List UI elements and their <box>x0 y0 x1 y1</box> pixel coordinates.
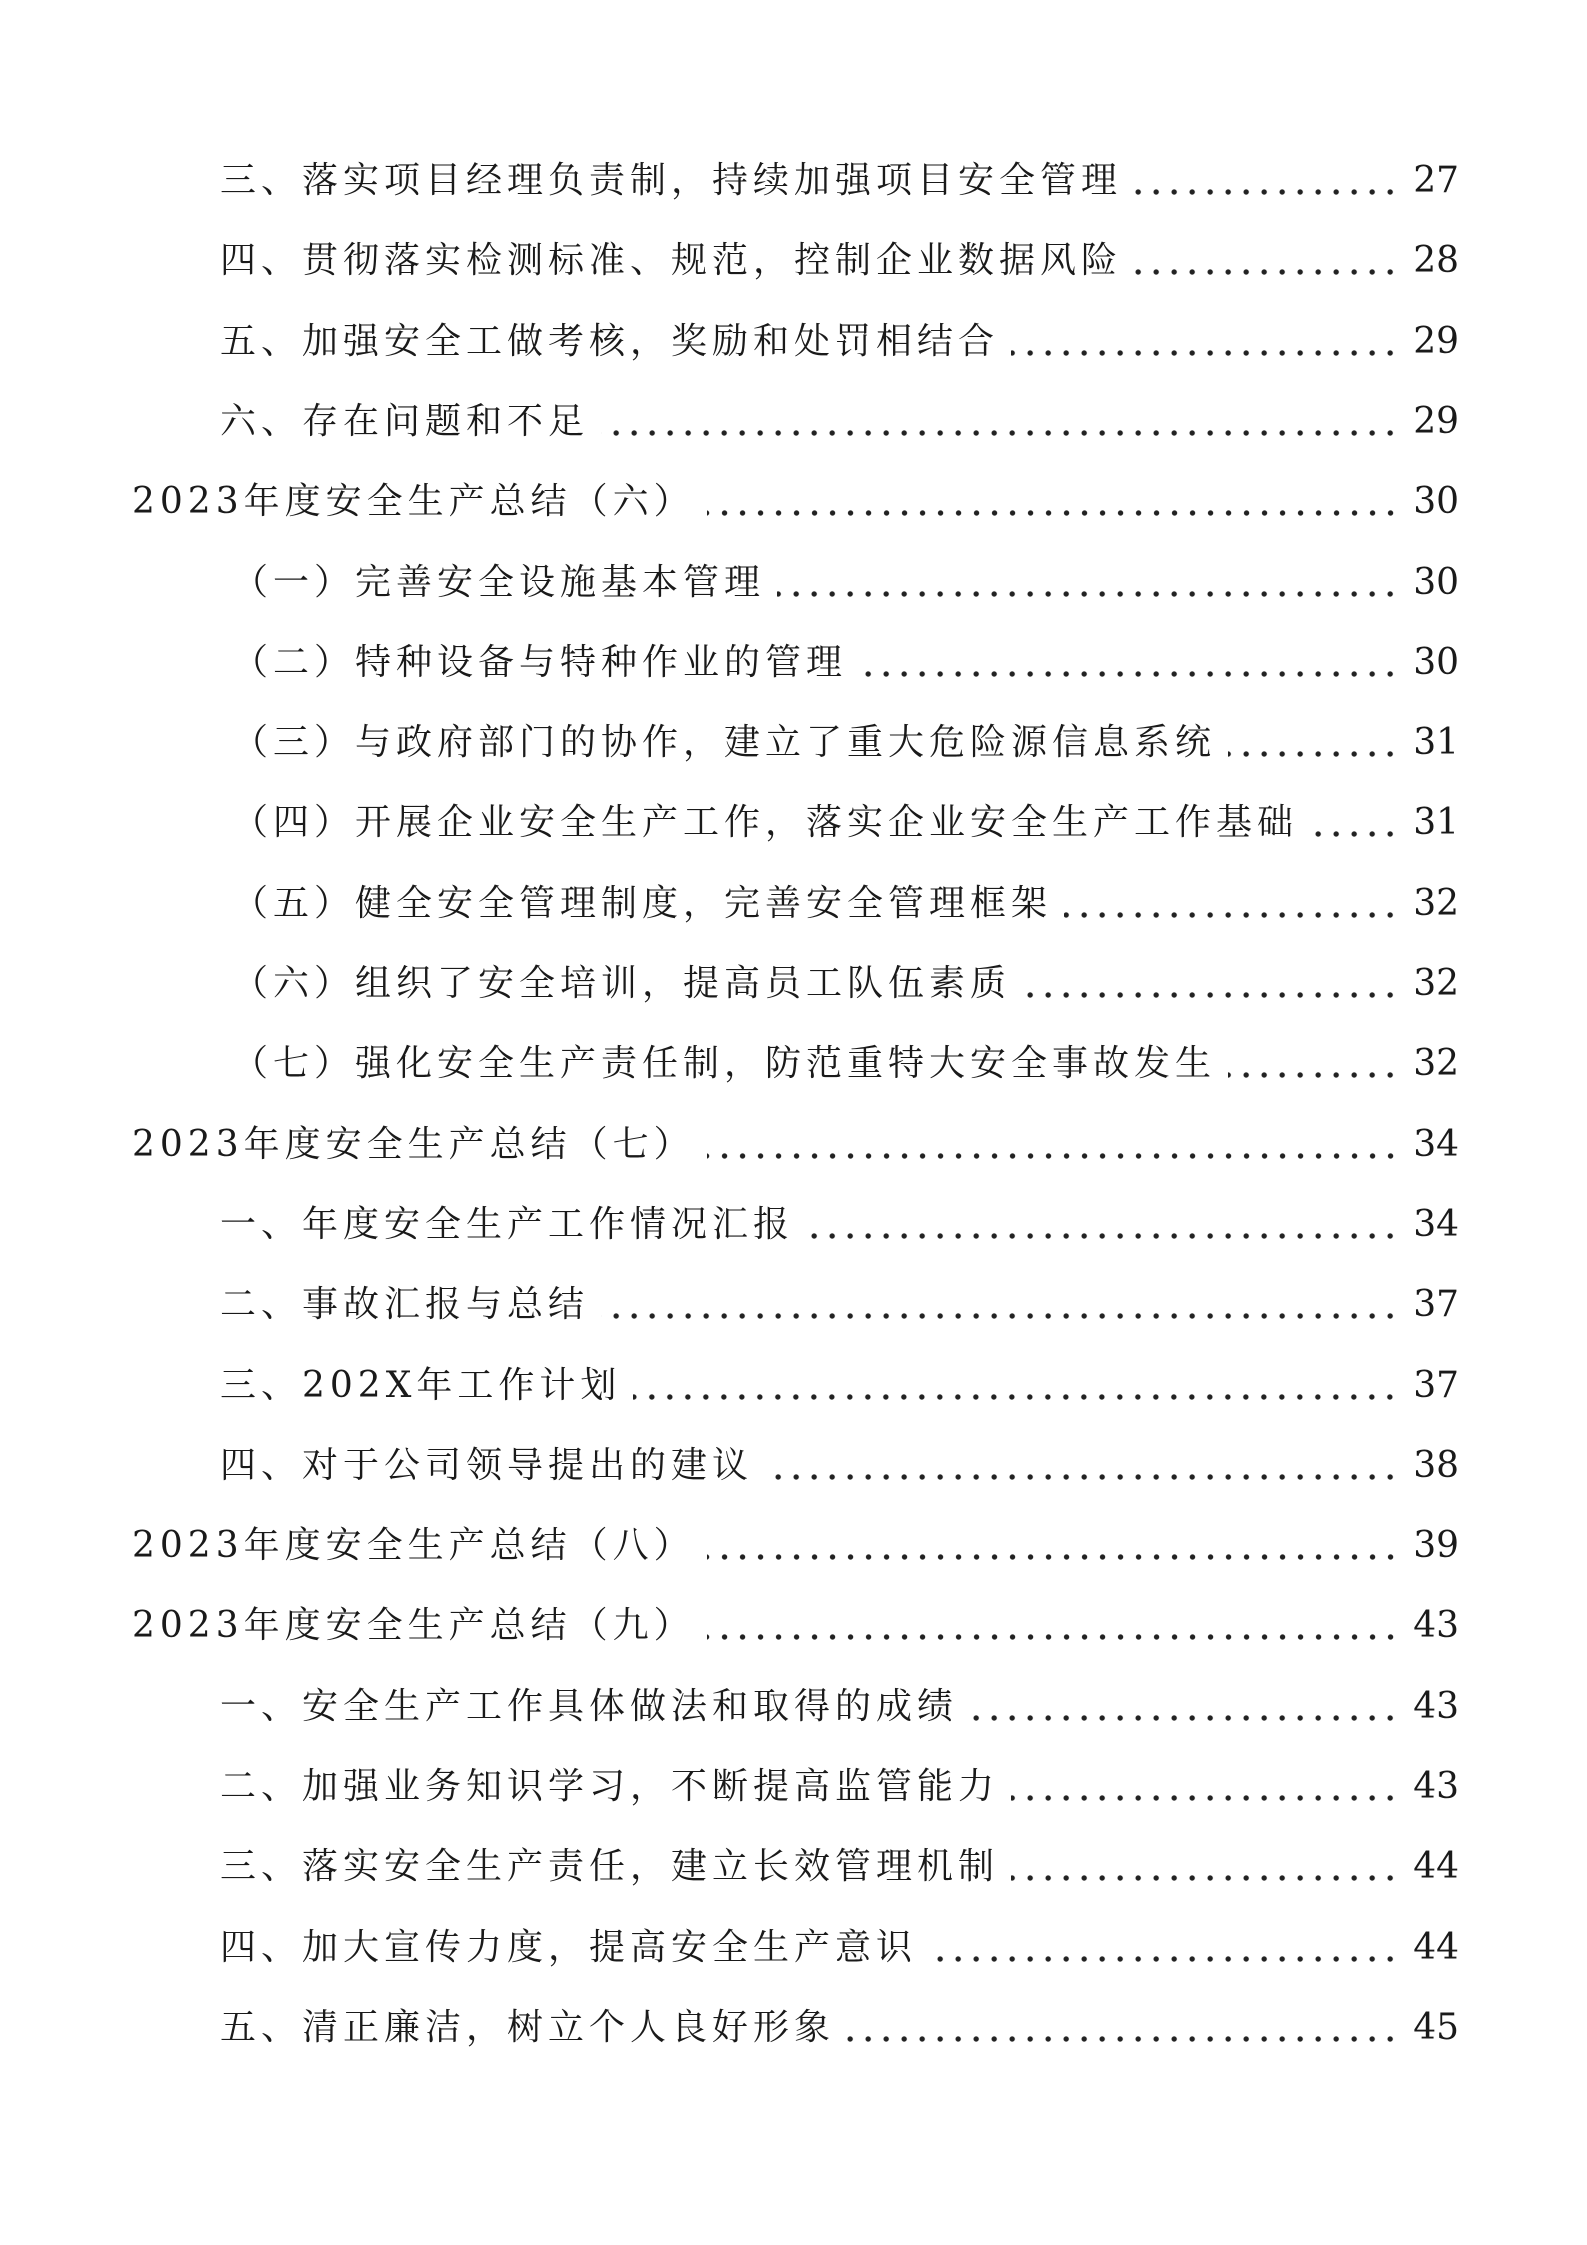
dot-leader <box>847 2033 1399 2045</box>
toc-entry-title: （四）开展企业安全生产工作，落实企业安全生产工作基础 <box>232 802 1299 844</box>
toc-entry[interactable] <box>220 1667 1459 1747</box>
toc-entry[interactable] <box>132 462 1459 542</box>
toc-entry-title: （五）健全安全管理制度，完善安全管理框架 <box>232 882 1053 924</box>
toc-entry-page: 45 <box>1413 2006 1459 2048</box>
toc-entry[interactable] <box>220 382 1459 462</box>
toc-entry-title: 四、贯彻落实检测标准、规范，控制企业数据风险 <box>220 240 1123 282</box>
toc-entry[interactable] <box>232 543 1459 623</box>
dot-leader <box>1134 266 1399 278</box>
toc-entry-title: 三、落实项目经理负责制，持续加强项目安全管理 <box>220 160 1123 201</box>
toc-entry[interactable] <box>220 1426 1459 1506</box>
toc-entry-page: 32 <box>1413 1043 1459 1085</box>
dot-leader <box>707 1631 1400 1643</box>
toc-entry[interactable] <box>220 1827 1459 1907</box>
toc-entry-title: （二）特种设备与特种作业的管理 <box>232 641 848 683</box>
toc-entry-title: （一）完善安全设施基本管理 <box>232 561 766 603</box>
toc-entry-title: 二、加强业务知识学习，不断提高监管能力 <box>220 1766 1000 1807</box>
toc-entry[interactable] <box>220 1747 1459 1827</box>
toc-entry-title: 2023年度安全生产总结（八） <box>132 1525 695 1567</box>
toc-entry[interactable] <box>232 1024 1459 1104</box>
toc-entry-page: 27 <box>1413 160 1459 201</box>
toc-entry[interactable] <box>220 221 1459 301</box>
toc-entry[interactable] <box>132 1586 1459 1666</box>
toc-entry-title: 一、年度安全生产工作情况汇报 <box>220 1203 795 1245</box>
toc-entry[interactable] <box>220 1908 1459 1988</box>
toc-entry-page: 28 <box>1413 240 1459 282</box>
toc-entry-title: 四、对于公司领导提出的建议 <box>220 1444 754 1486</box>
dot-leader <box>1023 989 1399 1001</box>
dot-leader <box>1064 909 1399 921</box>
toc-entry-page: 32 <box>1413 963 1459 1004</box>
toc-entry-page: 29 <box>1413 400 1459 442</box>
toc-entry-title: （七）强化安全生产责任制，防范重特大安全事故发生 <box>232 1043 1217 1085</box>
dot-leader <box>765 1471 1399 1483</box>
toc-entry[interactable] <box>132 1105 1459 1185</box>
toc-entry[interactable] <box>232 944 1459 1024</box>
toc-entry[interactable] <box>232 703 1459 783</box>
dot-leader <box>601 427 1399 439</box>
toc-entry-title: 六、存在问题和不足 <box>220 400 590 442</box>
toc-entry[interactable] <box>132 1506 1459 1586</box>
dot-leader <box>777 588 1399 600</box>
dot-leader <box>1228 1069 1399 1081</box>
toc-entry-title: 三、202X年工作计划 <box>220 1364 622 1406</box>
dot-leader <box>929 1953 1399 1965</box>
toc-entry[interactable] <box>220 1988 1459 2068</box>
toc-entry-page: 32 <box>1413 882 1459 924</box>
toc-entry[interactable] <box>220 1185 1459 1265</box>
dot-leader <box>1011 347 1399 359</box>
dot-leader <box>806 1230 1399 1242</box>
toc-entry-title: 2023年度安全生产总结（六） <box>132 481 695 523</box>
dot-leader <box>633 1391 1399 1403</box>
dot-leader <box>1011 1872 1399 1884</box>
dot-leader <box>707 507 1400 519</box>
toc-entry[interactable] <box>220 302 1459 382</box>
toc-entry-title: 三、落实安全生产责任，建立长效管理机制 <box>220 1846 1000 1888</box>
dot-leader <box>1134 186 1399 198</box>
dot-leader <box>601 1310 1399 1322</box>
toc-entry-title: 二、事故汇报与总结 <box>220 1284 590 1326</box>
toc-entry-page: 31 <box>1413 802 1459 844</box>
toc-entry-page: 43 <box>1413 1766 1459 1807</box>
toc-entry-page: 43 <box>1413 1605 1459 1647</box>
toc-entry-page: 38 <box>1413 1444 1459 1486</box>
toc-entry-page: 30 <box>1413 641 1459 683</box>
toc-entry-page: 37 <box>1413 1284 1459 1326</box>
toc-entry-title: 五、清正廉洁，树立个人良好形象 <box>220 2006 836 2048</box>
toc-entry-page: 44 <box>1413 1846 1459 1888</box>
dot-leader <box>859 668 1399 680</box>
toc-entry-page: 31 <box>1413 722 1459 764</box>
toc-entry[interactable] <box>232 623 1459 703</box>
toc-entry-page: 34 <box>1413 1123 1459 1165</box>
toc-entry-page: 34 <box>1413 1203 1459 1245</box>
toc-entry-title: 五、加强安全工做考核，奖励和处罚相结合 <box>220 320 1000 362</box>
toc-entry-page: 29 <box>1413 320 1459 362</box>
toc-entry-page: 30 <box>1413 481 1459 523</box>
toc-entry[interactable] <box>220 1346 1459 1426</box>
dot-leader <box>707 1551 1400 1563</box>
dot-leader <box>1228 748 1399 760</box>
toc-entry-page: 43 <box>1413 1685 1459 1727</box>
toc-entry-page: 44 <box>1413 1926 1459 1968</box>
toc-entry-page: 37 <box>1413 1364 1459 1406</box>
dot-leader <box>970 1712 1399 1724</box>
toc-entry[interactable] <box>232 783 1459 863</box>
toc-entry-title: 2023年度安全生产总结（九） <box>132 1605 695 1647</box>
dot-leader <box>1310 828 1399 840</box>
toc-entry[interactable] <box>232 864 1459 944</box>
dot-leader <box>707 1150 1400 1162</box>
toc-entry-page: 30 <box>1413 561 1459 603</box>
toc-entry-title: 一、安全生产工作具体做法和取得的成绩 <box>220 1685 959 1727</box>
toc-entry[interactable] <box>220 141 1459 221</box>
toc-entry-title: 2023年度安全生产总结（七） <box>132 1123 695 1165</box>
toc-entry-title: 四、加大宣传力度，提高安全生产意识 <box>220 1926 918 1968</box>
toc-entry-page: 39 <box>1413 1525 1459 1567</box>
toc-entry-title: （六）组织了安全培训，提高员工队伍素质 <box>232 963 1012 1004</box>
dot-leader <box>1011 1792 1399 1804</box>
toc-entry[interactable] <box>220 1265 1459 1345</box>
toc-entry-title: （三）与政府部门的协作，建立了重大危险源信息系统 <box>232 722 1217 764</box>
